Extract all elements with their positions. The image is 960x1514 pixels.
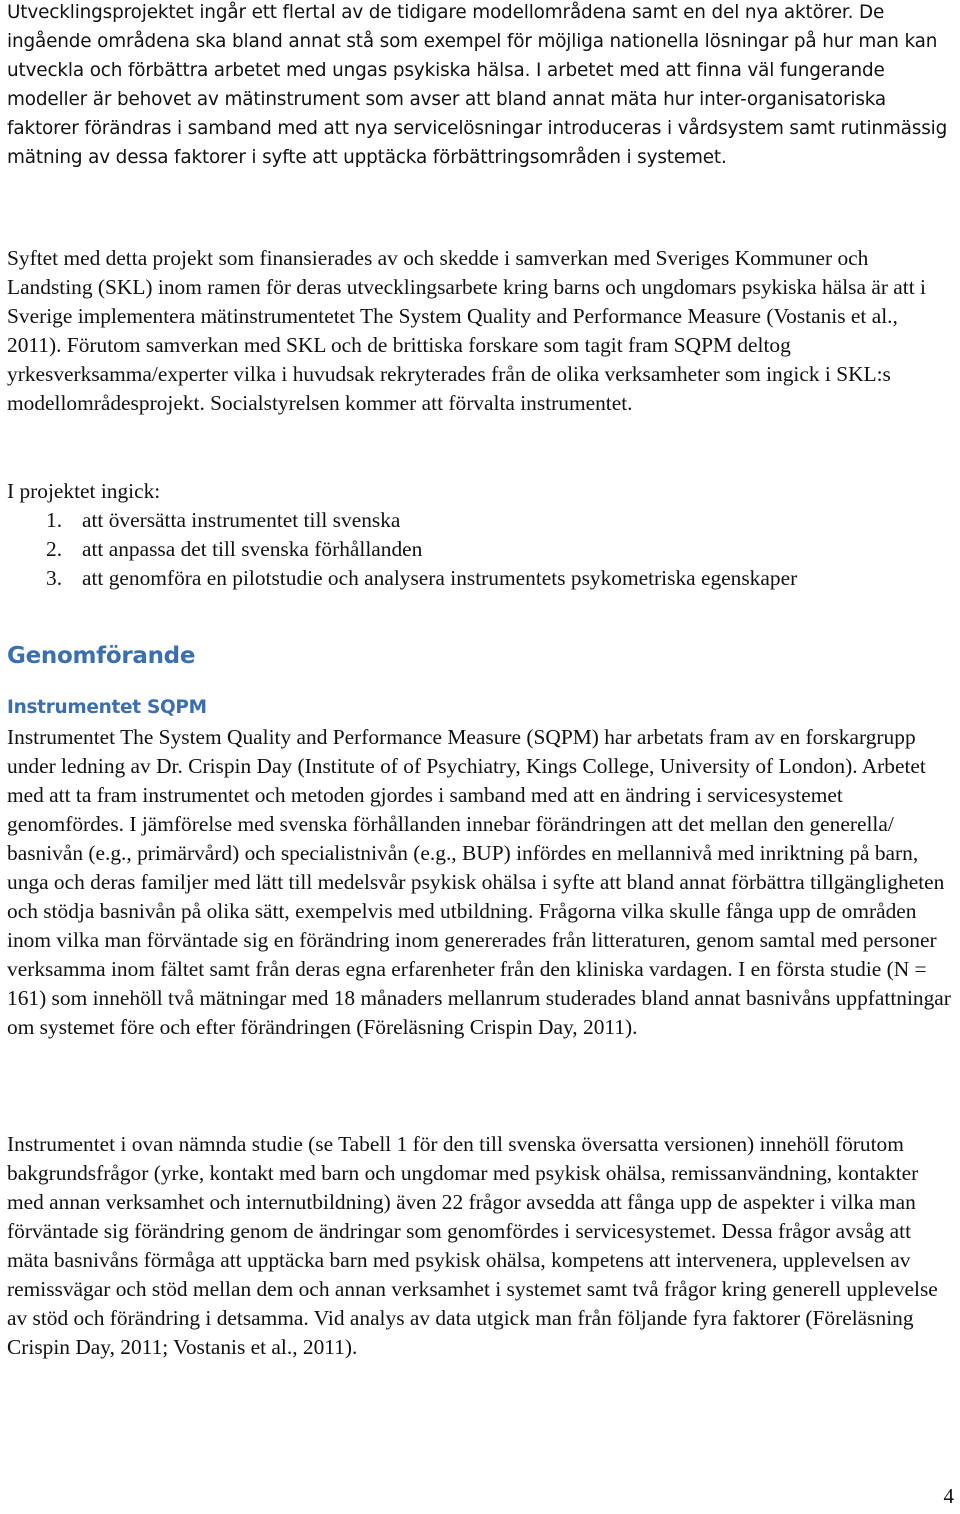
list-item-number: 1. [46,508,63,532]
list-item-number: 2. [46,537,63,561]
list-item-text: att anpassa det till svenska förhållanden [82,537,423,561]
section-heading: Genomförande [7,643,196,669]
purpose-paragraph: Syftet med detta projekt som finansierades av och skedde i samverkan med Sveriges Kommuner och Landsting (SKL) inom ramen för deras utvecklingsarbete kring barns och ungdomars psykiska hälsa är att i Sverige implementera mätinstrumentetet The System Quality and Performance Measure (Vostanis et al., 2011). Förutom samverkan med SKL och de brittiska forskare som tagit fram SQPM deltog yrkesverksamma/experter vilka i huvudsak rekryterades från de olika verksamheter som ingick i SKL:s modellområdesprojekt. Socialstyrelsen kommer att förvalta instrumentet. [7,246,926,415]
project-steps-list [7,506,797,593]
list-item [7,506,797,535]
intro-paragraph: Utvecklingsprojektet ingår ett flertal av de tidigare modellområdena samt en del nya aktörer. De ingående områdena ska bland annat stå som exempel för möjliga nationella lösningar på hur man kan utveckla och förbättra arbetet med ungas psykiska hälsa. I arbetet med att finna väl fungerande modeller är behovet av mätinstrument som avser att bland annat mäta hur inter-organisatoriska faktorer förändras i samband med att nya servicelösningar introduceras i vårdsystem samt rutinmässig mätning av dessa faktorer i syfte att upptäcka förbättringsområden i systemet. [7,2,948,168]
page-number: 4 [943,1484,954,1508]
list-item [7,564,797,593]
subsection-heading: Instrumentet SQPM [7,697,207,718]
list-item [7,535,797,564]
list-item-text: att översätta instrumentet till svenska [82,508,401,532]
list-item-number: 3. [46,566,63,590]
list-intro: I projektet ingick: [7,479,161,503]
instrument-description-paragraph: Instrumentet The System Quality and Performance Measure (SQPM) har arbetats fram av en forskargrupp under ledning av Dr. Crispin Day (Institute of of Psychiatry, Kings College, University of London). Arbetet med att ta fram instrumentet och metoden gjordes i samband med att en ändring i servicesystemet genomfördes. I jämförelse med svenska förhållanden innebar förändringen att det mellan den generella/ basnivån (e.g., primärvård) och specialistnivån (e.g., BUP) infördes en mellannivå med inriktning på barn, unga och deras familjer med lätt till medelsvår psykisk ohälsa i syfte att bland annat förbättra tillgängligheten och stödja basnivån på olika sätt, exempelvis med utbildning. Frågorna vilka skulle fånga upp de områden inom vilka man förväntade sig en förändring inom genererades från litteraturen, genom samtal med personer verksamma inom fältet samt från deras egna erfarenheter från den kliniska vardagen. I en första studie (N = 161) som innehöll två mätningar med 18 månaders mellanrum studerades bland annat basnivåns uppfattningar om systemet före och efter förändringen (Föreläsning Crispin Day, 2011). [7,725,951,1039]
list-item-text: att genomföra en pilotstudie och analysera instrumentets psykometriska egenskaper [82,566,798,590]
instrument-contents-paragraph: Instrumentet i ovan nämnda studie (se Tabell 1 för den till svenska översatta versionen) innehöll förutom bakgrundsfrågor (yrke, kontakt med barn och ungdomar med psykisk ohälsa, remissanvändning, kontakter med annan verksamhet och internutbildning) även 22 frågor avsedda att fånga upp de aspekter i vilka man förväntade sig förändring genom de ändringar som genomfördes i servicesystemet. Dessa frågor avsåg att mäta basnivåns förmåga att upptäcka barn med psykisk ohälsa, kompetens att intervenera, upplevelsen av remissvägar och stöd mellan dem och annan verksamhet i systemet samt två frågor kring generell upplevelse av stöd och förändring i detsamma. Vid analys av data utgick man från följande fyra faktorer (Föreläsning Crispin Day, 2011; Vostanis et al., 2011). [7,1132,938,1359]
